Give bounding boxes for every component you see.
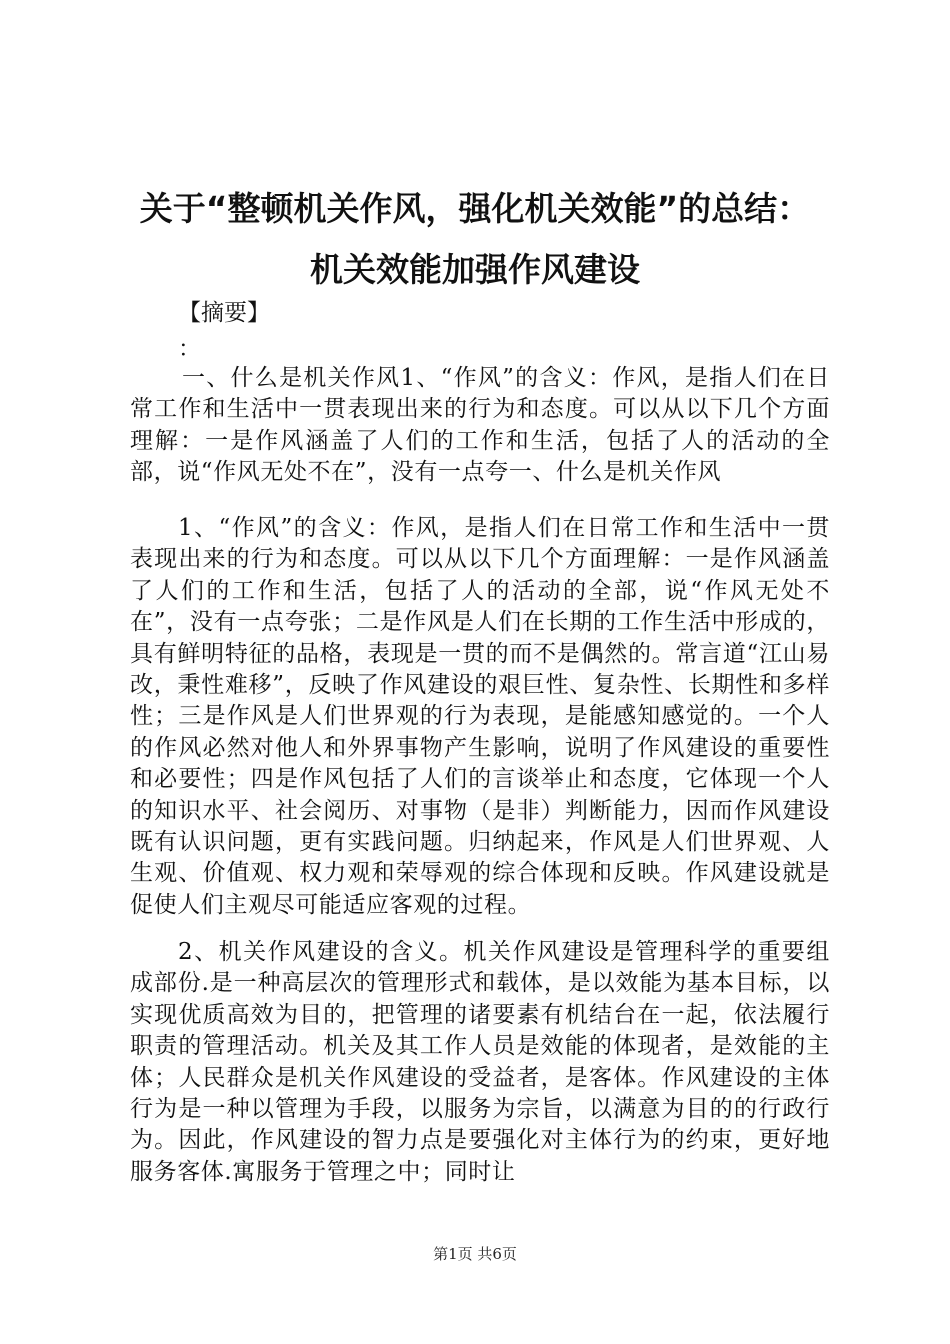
document-title-line-1: 关于“整顿机关作风，强化机关效能”的总结： bbox=[139, 189, 811, 228]
document-title-line-2: 机关效能加强作风建设 bbox=[310, 250, 640, 289]
abstract-label: 【摘要】 bbox=[178, 300, 270, 326]
body-paragraph-2: 1、“作风”的含义：作风，是指人们在日常工作和生活中一贯表现出来的行为和态度。可以从以下几个方面理解：一是作风涵盖了人们的工作和生活，包括了人的活动的全部，说“作风无处不在”，没有一点夸张；二是作风是人们在长期的工作生活中形成的，具有鲜明特征的品格，表现是一贯的而不是偶然的。常言道“江山易改，秉性难移”，反映了作风建设的艰巨性、复杂性、长期性和多样性；三是作风是人们世界观的行为表现，是能感知感觉的。一个人的作风必然对他人和外界事物产生影响，说明了作风建设的重要性和必要性；四是作风包括了人们的言谈举止和态度，它体现一个人的知识水平、社会阅历、对事物（是非）判断能力，因而作风建设既有认识问题，更有实践问题。归纳起来，作风是人们世界观、人生观、价值观、权力观和荣辱观的综合体现和反映。作风建设就是促使人们主观尽可能适应客观的过程。 bbox=[130, 515, 830, 918]
abstract-colon: ： bbox=[178, 336, 201, 362]
body-paragraph-1: 一、什么是机关作风1、“作风”的含义：作风，是指人们在日常工作和生活中一贯表现出来的行为和态度。可以从以下几个方面理解：一是作风涵盖了人们的工作和生活，包括了人的活动的全部，说“作风无处不在”，没有一点夸一、什么是机关作风 bbox=[130, 365, 830, 486]
page-footer: 第1页 共6页 bbox=[433, 1245, 517, 1263]
body-paragraph-3: 2、机关作风建设的含义。机关作风建设是管理科学的重要组成部份.是一种高层次的管理形式和载体，是以效能为基本目标，以实现优质高效为目的，把管理的诸要素有机结台在一起，依法履行职责的管理活动。机关及其工作人员是效能的体现者，是效能的主体；人民群众是机关作风建设的受益者，是客体。作风建设的主体行为是一种以管理为手段，以服务为宗旨，以满意为目的的行政行为。因此，作风建设的智力点是要强化对主体行为的约束，更好地服务客体.寓服务于管理之中；同时让 bbox=[130, 939, 830, 1185]
